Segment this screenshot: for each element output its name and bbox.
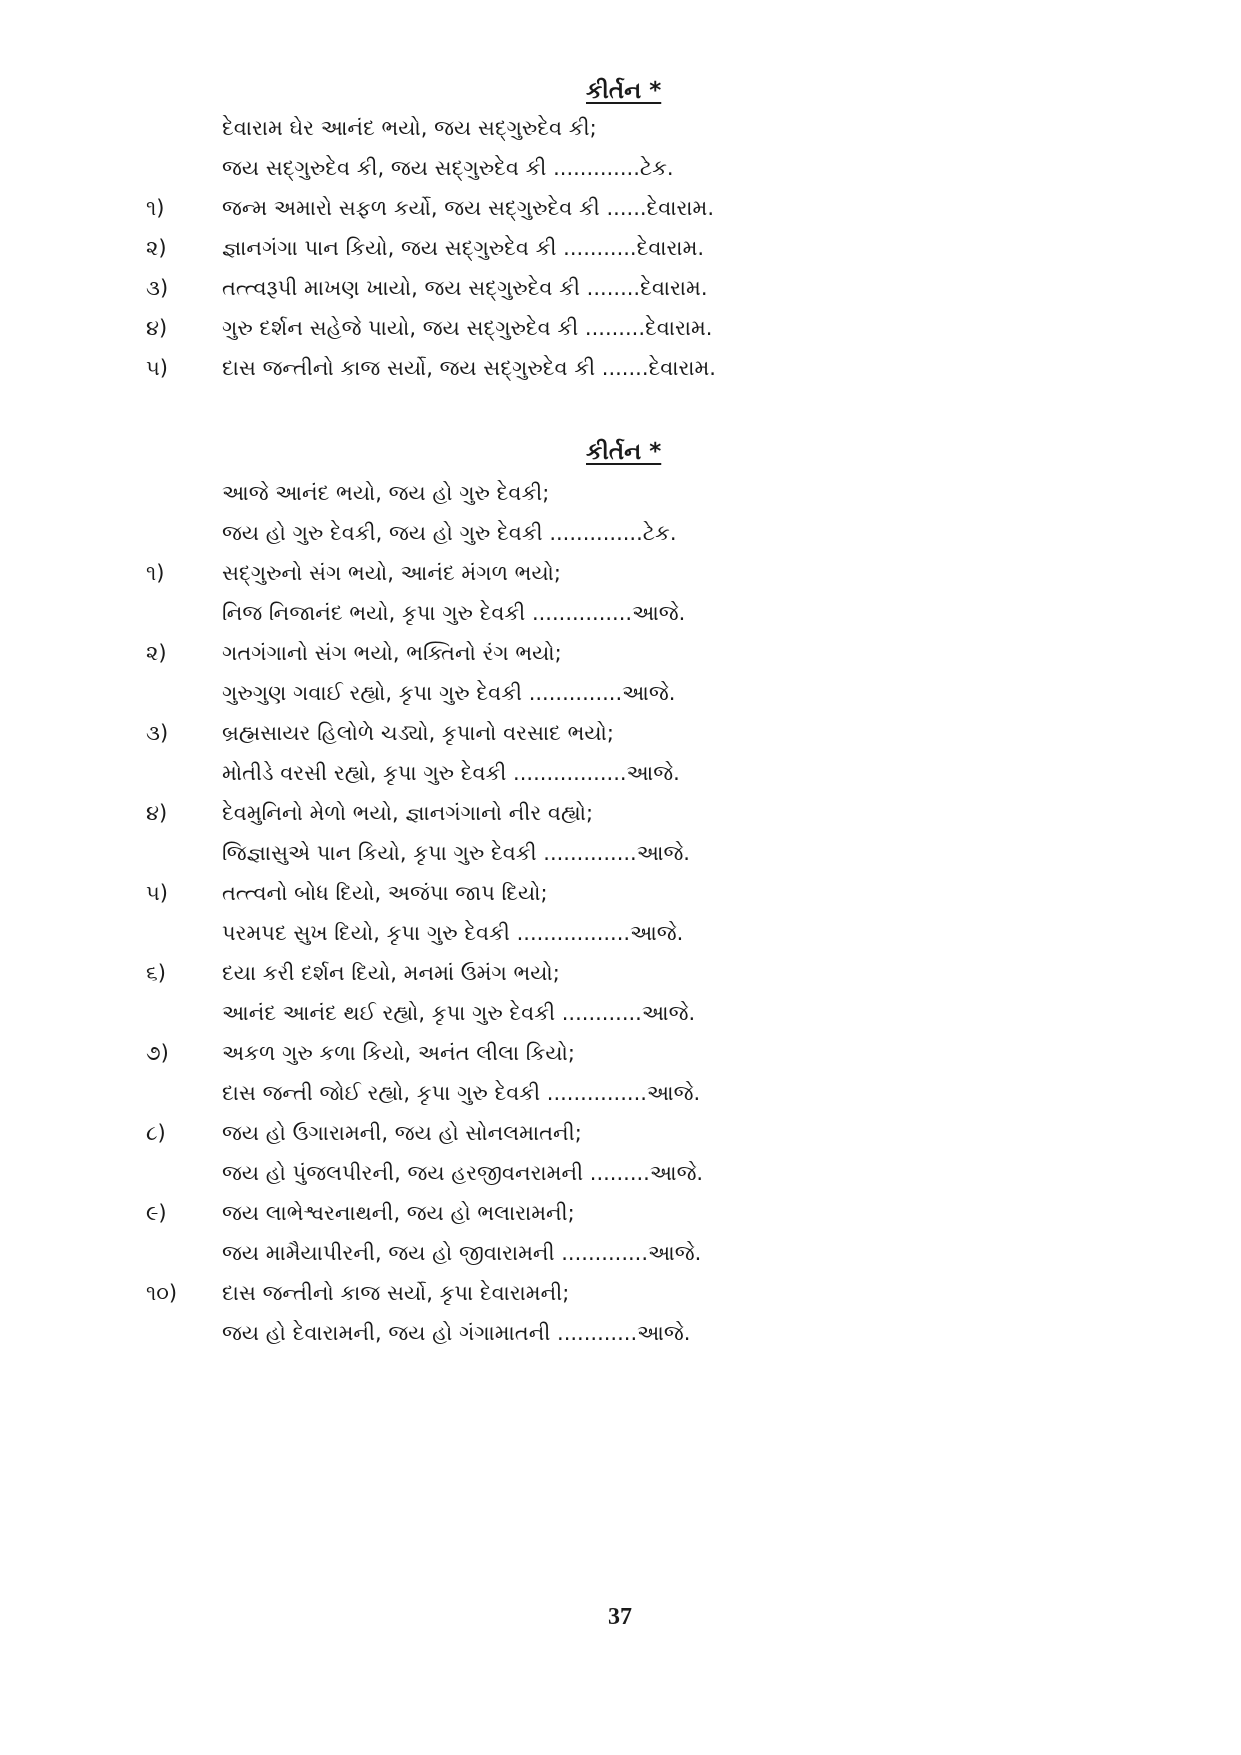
kirtan-2-verse-number: ૧૦) [146,1281,178,1305]
kirtan-1-verse-number: ૧) [146,196,165,220]
kirtan-2-verse-line-2: દાસ જન્તી જોઈ રહ્યો, કૃપા ગુરુ દેવકી ...............આજે. [222,1081,701,1105]
kirtan-1-verse: દાસ જન્તીનો કાજ સર્યો, જય સદ્‌ગુરુદેવ કી .......દેવારામ. [222,356,716,380]
kirtan-1-verse: ગુરુ દર્શન સહેજે પાયો, જય સદ્‌ગુરુદેવ કી .........દેવારામ. [222,316,713,340]
kirtan-1-verse-number: ૫) [146,356,168,380]
kirtan-2-verse-line-1: દાસ જન્તીનો કાજ સર્યો, કૃપા દેવારામની; [222,1281,570,1305]
kirtan-2-verse-number: ૭) [146,1041,169,1065]
kirtan-2-verse-line-2: આનંદ આનંદ થઈ રહ્યો, કૃપા ગુરુ દેવકી ............આજે. [222,1001,696,1025]
kirtan-2-verse-line-2: ગુરુગુણ ગવાઈ રહ્યો, કૃપા ગુરુ દેવકી ..............આજે. [222,681,676,705]
kirtan-2-verse-line-2: જય હો પુંજલપીરની, જય હરજીવનરામની .........આજે. [222,1161,704,1185]
kirtan-2-verse-number: ૧) [146,561,165,585]
kirtan-2-verse-line-1: તત્ત્વનો બોધ દિયો, અજંપા જાપ દિયો; [222,881,548,905]
kirtan-2-verse-line-1: જય લાભેશ્વરનાથની, જય હો ભલારામની; [222,1201,575,1225]
kirtan-2-verse-line-1: દયા કરી દર્શન દિયો, મનમાં ઉમંગ ભયો; [222,961,560,985]
kirtan-2-verse-line-1: જય હો ઉગારામની, જય હો સોનલમાતની; [222,1121,582,1145]
kirtan-2-verse-line-2: મોતીડે વરસી રહ્યો, કૃપા ગુરુ દેવકી .................આજે. [222,761,680,785]
kirtan-2-verse-number: ૯) [146,1201,167,1225]
kirtan-2-refrain-line-2: જય હો ગુરુ દેવકી, જય હો ગુરુ દેવકી ..............ટેક. [222,521,677,545]
kirtan-2-verse-line-2: જય હો દેવારામની, જય હો ગંગામાતની ............આજે. [222,1321,691,1345]
kirtan-2-title: કીર્તન * [586,439,662,465]
kirtan-2-verse-line-2: નિજ નિજાનંદ ભયો, કૃપા ગુરુ દેવકી ...............આજે. [222,601,686,625]
kirtan-1-verse: જ્ઞાનગંગા પાન કિયો, જય સદ્‌ગુરુદેવ કી ...........દેવારામ. [222,236,705,260]
kirtan-2-verse-line-1: ગતગંગાનો સંગ ભયો, ભક્તિનો રંગ ભયો; [222,641,562,665]
kirtan-2-verse-number: ૩) [146,721,169,745]
kirtan-1-refrain-line-1: દેવારામ ઘેર આનંદ ભયો, જય સદ્‌ગુરુદેવ કી; [222,116,597,140]
kirtan-2-verse-number: ૮) [146,1121,166,1145]
kirtan-2-verse-line-1: બ્રહ્મસાયર હિલોળે ચડ્યો, કૃપાનો વરસાદ ભયો; [222,721,614,745]
kirtan-1-verse: જન્મ અમારો સફળ કર્યો, જય સદ્‌ગુરુદેવ કી ......દેવારામ. [222,196,715,220]
kirtan-2-verse-line-1: સદ્‌ગુરુનો સંગ ભયો, આનંદ મંગળ ભયો; [222,561,561,585]
kirtan-1-title: કીર્તન * [586,78,662,104]
kirtan-2-refrain-line-1: આજે આનંદ ભયો, જય હો ગુરુ દેવકી; [222,481,550,505]
kirtan-2-verse-line-2: જય મામૈયાપીરની, જય હો જીવારામની .............આજે. [222,1241,702,1265]
kirtan-2-verse-line-2: જિજ્ઞાસુએ પાન કિયો, કૃપા ગુરુ દેવકી ..............આજે. [222,841,690,865]
kirtan-1-verse: તત્ત્વરૂપી માખણ ખાયો, જય સદ્‌ગુરુદેવ કી ........દેવારામ. [222,276,708,300]
kirtan-1-verse-number: ૪) [146,316,168,340]
page-number: 37 [608,1604,632,1630]
kirtan-2-verse-number: ૫) [146,881,168,905]
kirtan-1-verse-number: ૨) [146,236,167,260]
kirtan-2-verse-number: ૪) [146,801,168,825]
kirtan-2-verse-line-1: અકળ ગુરુ કળા કિયો, અનંત લીલા કિયો; [222,1041,575,1065]
kirtan-2-verse-number: ૬) [146,961,166,985]
kirtan-2-verse-line-2: પરમપદ સુખ દિયો, કૃપા ગુરુ દેવકી .................આજે. [222,921,684,945]
kirtan-1-refrain-line-2: જય સદ્‌ગુરુદેવ કી, જય સદ્‌ગુરુદેવ કી .............ટેક. [222,156,674,180]
kirtan-2-verse-line-1: દેવમુનિનો મેળો ભયો, જ્ઞાનગંગાનો નીર વહ્યો; [222,801,594,825]
kirtan-2-verse-number: ૨) [146,641,167,665]
kirtan-1-verse-number: ૩) [146,276,169,300]
